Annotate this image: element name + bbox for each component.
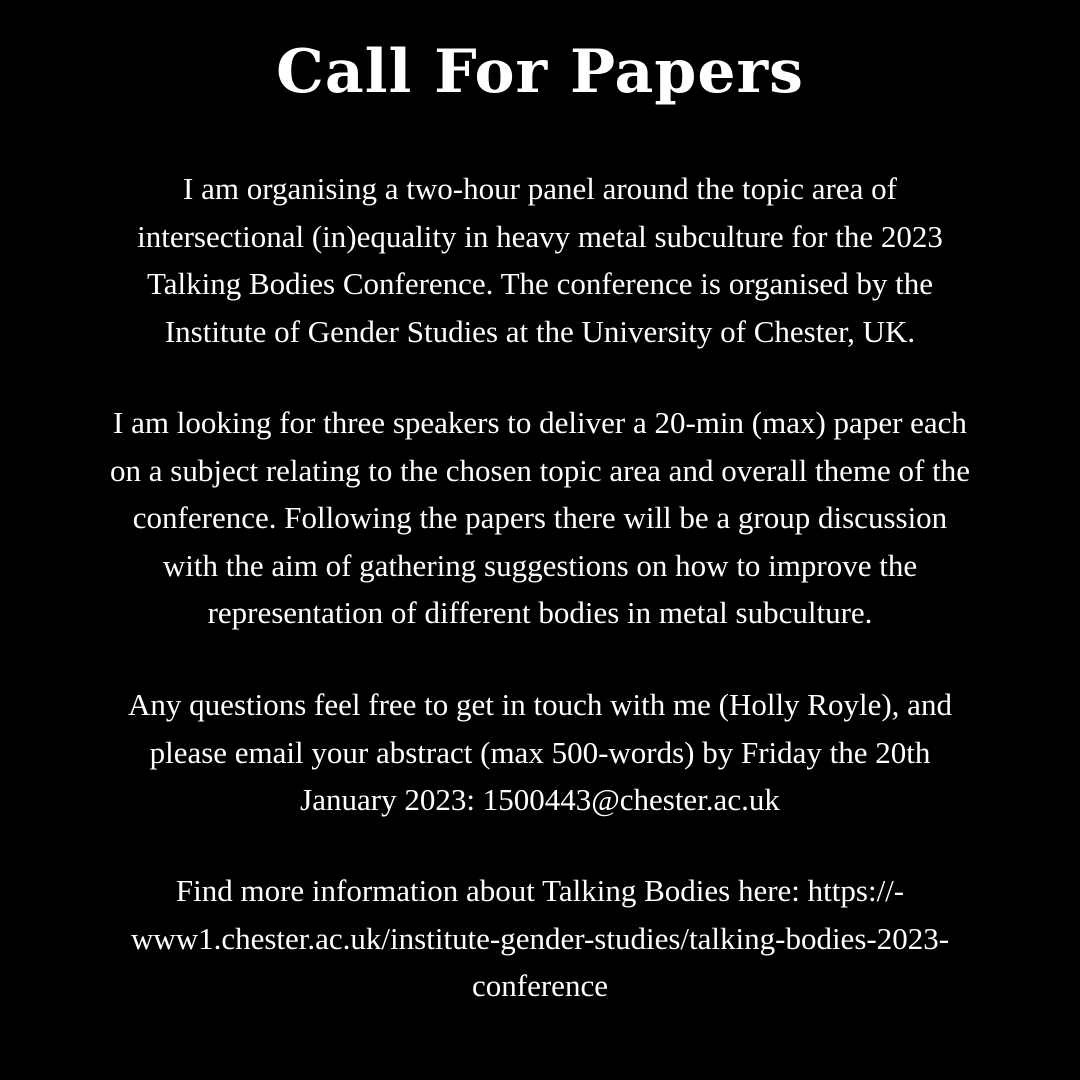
text-line: Find more information about Talking Bodies here: https://-: [175, 873, 905, 908]
text-line: I am looking for three speakers to deliver a 20-min (max) paper each: [113, 405, 967, 440]
text-line: representation of different bodies in metal subculture.: [207, 595, 873, 630]
intro-paragraph: [30, 165, 1050, 355]
text-line: with the aim of gathering suggestions on how to improve the: [162, 547, 918, 583]
url-line: www1.chester.ac.uk/institute-gender-studies/talking-bodies-2023-: [130, 920, 950, 956]
text-line: Talking Bodies Conference. The conference is organised by the: [146, 266, 934, 301]
text-line: please email your abstract (max 500-words) by Friday the 20th: [149, 734, 931, 770]
text-line: conference. Following the papers there will be a group discussion: [132, 500, 948, 535]
text-line: Institute of Gender Studies at the University of Chester, UK.: [164, 313, 916, 349]
speakers-paragraph: [30, 399, 1050, 637]
text-line: I am organising a two-hour panel around the topic area of: [183, 171, 897, 206]
contact-paragraph: [30, 681, 1050, 824]
contact-email-line: January 2023: 1500443@chester.ac.uk: [300, 782, 780, 817]
url-line: conference: [472, 968, 608, 1003]
text-line: intersectional (in)equality in heavy metal subculture for the 2023: [137, 218, 943, 254]
more-info-paragraph: [30, 867, 1050, 1010]
text-line: on a subject relating to the chosen topic area and overall theme of the: [110, 452, 970, 488]
text-line: Any questions feel free to get in touch with me (Holly Royle), and: [128, 687, 952, 722]
page-title: Call For Papers: [276, 37, 804, 107]
